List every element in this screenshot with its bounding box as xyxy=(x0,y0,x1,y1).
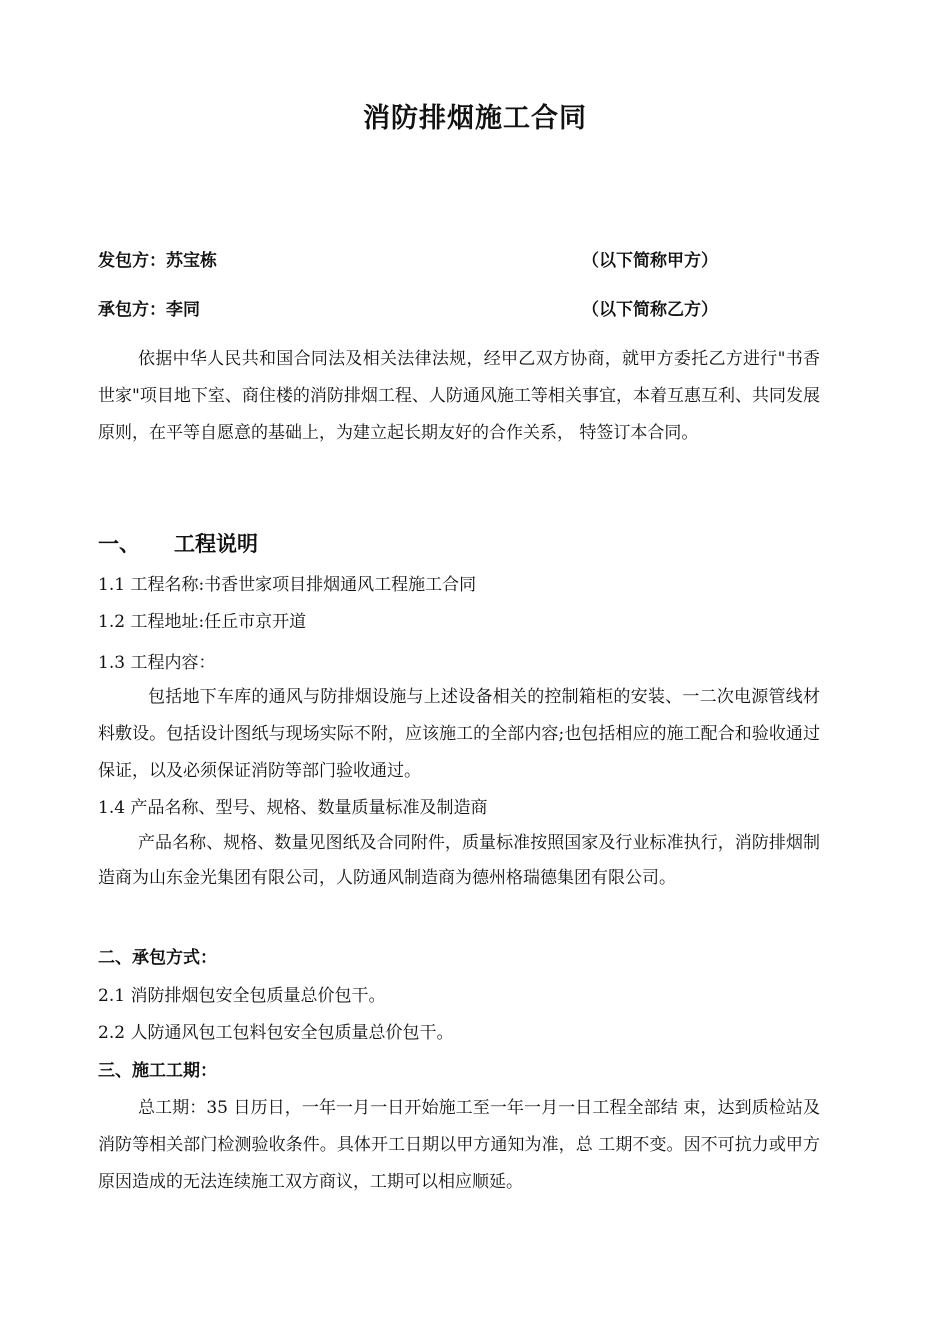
party-a-label: 发包方：苏宝栋 xyxy=(98,251,217,271)
party-b-note: （以下简称乙方） xyxy=(582,300,718,320)
item-1-2: 1.2 工程地址:任丘市京开道 xyxy=(98,612,307,632)
section-2-heading: 二、承包方式： xyxy=(98,948,217,968)
section-1-heading xyxy=(98,528,258,558)
item-1-4: 1.4 产品名称、型号、规格、数量质量标准及制造商 xyxy=(98,798,488,818)
intro-paragraph: 依据中华人民共和国合同法及相关法律法规，经甲乙双方协商，就甲方委托乙方进行"书香世家"项目地下室、商住楼的消防排烟工程、人防通风施工等相关事宜，本着互惠互利、共同发展原则，在平等自愿意的基础上，为建立起长期友好的合作关系， 特签订本合同。 xyxy=(98,349,820,443)
section-3-heading: 三、施工工期： xyxy=(98,1061,217,1081)
party-a-note: （以下简称甲方） xyxy=(582,251,718,271)
item-2-1: 2.1 消防排烟包安全包质量总价包干。 xyxy=(98,986,386,1006)
section-1-number: 一、 xyxy=(98,532,140,556)
item-1-1: 1.1 工程名称:书香世家项目排烟通风工程施工合同 xyxy=(98,575,477,595)
item-1-3: 1.3 工程内容： xyxy=(98,653,216,673)
party-b-label: 承包方：李同 xyxy=(98,300,200,320)
document-title: 消防排烟施工合同 xyxy=(363,103,587,134)
section-3-body: 总工期：35 日历日，一年一月一日开始施工至一年一月一日工程全部结 束，达到质检站及消防等相关部门检测验收条件。具体开工日期以甲方通知为准，总 工期不变。因不可抗力或甲方原因造成的无法连续施工双方商议，工期可以相应顺延。 xyxy=(98,1098,820,1192)
item-1-3-body: 包括地下车库的通风与防排烟设施与上述设备相关的控制箱柜的安装、一二次电源管线材料敷设。包括设计图纸与现场实际不附，应该施工的全部内容;也包括相应的施工配合和验收通过保证，以及必须保证消防等部门验收通过。 xyxy=(98,687,820,781)
item-1-4-body: 产品名称、规格、数量见图纸及合同附件，质量标准按照国家及行业标准执行，消防排烟制造商为山东金光集团有限公司，人防通风制造商为德州格瑞德集团有限公司。 xyxy=(98,833,820,888)
section-1-title: 工程说明 xyxy=(174,532,258,556)
item-2-2: 2.2 人防通风包工包料包安全包质量总价包干。 xyxy=(98,1023,454,1043)
